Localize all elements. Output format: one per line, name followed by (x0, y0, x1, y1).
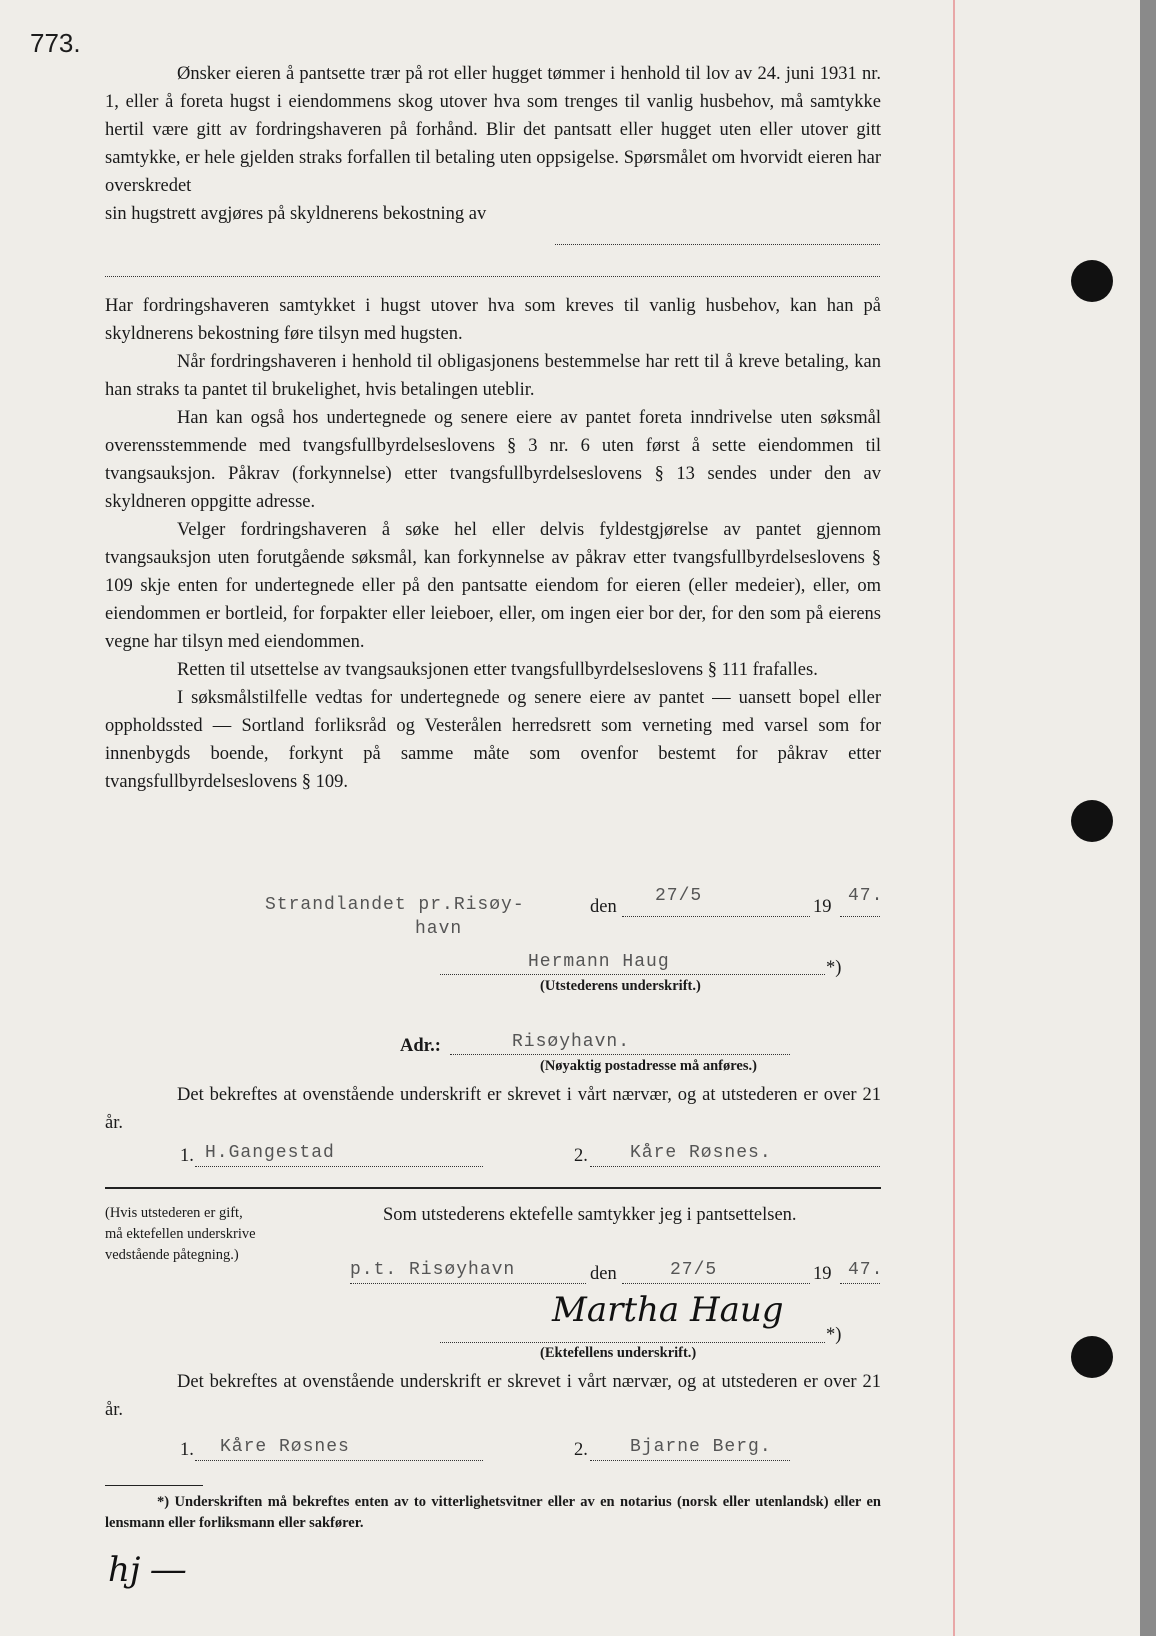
witness-2-typed: Kåre Røsnes. (630, 1143, 772, 1163)
fill-line (350, 1283, 586, 1284)
witness-4-num: 2. (574, 1440, 588, 1460)
den-label: den (590, 897, 617, 917)
footnote-rule (105, 1485, 203, 1486)
punch-hole (1071, 260, 1113, 302)
margin-rule (953, 0, 955, 1636)
spouse-caption: (Ektefellens underskrift.) (540, 1345, 697, 1361)
year-typed: 47. (848, 886, 884, 906)
attestation-2 (105, 1368, 881, 1424)
spouse-note: (Hvis utstederen er gift, må ektefellen underskrive vedstående påtegning.) (105, 1205, 256, 1263)
footnote: *) Underskriften må bekreftes enten av to vitterlighetsvitner eller av en notarius (norsk eller utenlandsk) eller en lensmann eller forliksmann eller sakfører. (105, 1494, 881, 1531)
fill-line (195, 1460, 483, 1461)
section-divider (105, 1187, 881, 1189)
clause-venue: I søksmålstilfelle vedtas for undertegnede og senere eiere av pantet — uansett bopel eller oppholdssted — Sortland forliksråd og Vesterålen herredsrett som verneting med varsel som for innenbygds boende, forkynt på samme måte som ovenfor bestemt for påkrav etter tvangsfullbyrdelseslovens § 109. (105, 688, 881, 792)
witness-1-num: 1. (180, 1146, 194, 1166)
fill-line (622, 1283, 810, 1284)
footnote-marker: *) (826, 958, 842, 978)
spouse-consent: Som utstederens ektefelle samtykker jeg i pantsettelsen. (383, 1205, 797, 1225)
clause-supervision: Har fordringshaveren samtykket i hugst utover hva som kreves til vanlig husbehov, kan han på skyldnerens bekostning føre tilsyn med hugsten. (105, 296, 881, 344)
clause-enforcement: Han kan også hos undertegnede og senere eiere av pantet foreta inndrivelse uten søksmål overensstemmende med tvangsfullbyrdelseslovens § 3 nr. 6 uten først å sette eiendommen til tvangsauksjon. Påkrav (forkynnelse) etter tvangsfullbyrdelseslovens § 13 sendes under den av skyldneren oppgitte adresse. (105, 408, 881, 512)
issuer-typed: Hermann Haug (528, 952, 670, 972)
address-caption: (Nøyaktig postadresse må anføres.) (540, 1058, 757, 1074)
clause-block-1 (105, 60, 881, 228)
century-label-2: 19 (813, 1264, 832, 1284)
fill-line (555, 244, 880, 245)
fill-line (195, 1166, 483, 1167)
fill-line (450, 1054, 790, 1055)
clause-auction: Velger fordringshaveren å søke hel eller delvis fyldestgjørelse av pantet gjennom tvangsauksjon uten forutgående søksmål, kan forkynnelse av påkrav etter tvangsfullbyrdelseslovens § 109 skje enten for undertegnede eller på den pantsatte eiendom for eieren (eller medeier), eller, om eiendommen er bortleid, for forpakter eller leieboer, eller, om ingen eier bor der, for den som på eierens vegne har tilsyn med eiendommen. (105, 520, 881, 652)
fill-line (840, 1283, 880, 1284)
witness-4-typed: Bjarne Berg. (630, 1437, 772, 1457)
fill-line (440, 974, 825, 975)
witness-2-num: 2. (574, 1146, 588, 1166)
century-label: 19 (813, 897, 832, 917)
witness-3-typed: Kåre Røsnes (220, 1437, 350, 1457)
fill-line (105, 276, 880, 277)
den-label-2: den (590, 1264, 617, 1284)
page-number: 773. (30, 28, 81, 58)
address-typed: Risøyhavn. (512, 1032, 631, 1052)
spouse-place-typed: p.t. Risøyhavn (350, 1260, 516, 1280)
punch-hole (1071, 800, 1113, 842)
fill-line (440, 1342, 825, 1343)
fill-line (622, 916, 810, 917)
clause-postponement: Retten til utsettelse av tvangsauksjonen etter tvangsfullbyrdelseslovens § 111 frafalles. (177, 660, 818, 680)
fill-line (840, 916, 880, 917)
issuer-caption: (Utstederens underskrift.) (540, 978, 701, 994)
spouse-date-typed: 27/5 (670, 1260, 718, 1280)
spouse-year-typed: 47. (848, 1260, 884, 1280)
witness-3-num: 1. (180, 1440, 194, 1460)
attestation-text: Det bekreftes at ovenstående underskrift er skrevet i vårt nærvær, og at utstederen er over 21 år. (105, 1085, 881, 1133)
date-typed: 27/5 (655, 886, 703, 906)
punch-hole (1071, 1336, 1113, 1378)
initials-signature: hj ― (108, 1550, 186, 1590)
clause-logging: Ønsker eieren å pantsette trær på rot eller hugget tømmer i henhold til lov av 24. juni 1931 nr. 1, eller å foreta hugst i eiendommens skog utover hva som trenges til vanlig husbehov, må samtykke hertil være gitt av fordringshaveren på forhånd. Blir det pantsatt eller hugget uten eller utover gitt samtykke, er hele gjelden straks forfallen til betaling uten oppsigelse. Spørsmålet om hvorvidt eieren har overskredet (105, 64, 881, 196)
address-label: Adr.: (400, 1036, 441, 1056)
place-typed-cont: havn (415, 919, 463, 939)
witness-1-typed: H.Gangestad (205, 1143, 335, 1163)
clause-logging-end: sin hugstrett avgjøres på skyldnerens bekostning av (105, 204, 487, 224)
place-typed: Strandlandet pr.Risøy- (265, 895, 525, 915)
spouse-signature: Martha Haug (552, 1290, 784, 1330)
clause-use: Når fordringshaveren i henhold til obligasjonens bestemmelse har rett til å kreve betaling, kan han straks ta pantet til brukelighet, hvis betalingen uteblir. (105, 352, 881, 400)
footnote-marker-2: *) (826, 1325, 842, 1345)
attestation-1 (105, 1081, 881, 1137)
fill-line (590, 1460, 790, 1461)
fill-line (590, 1166, 880, 1167)
attestation-text-2: Det bekreftes at ovenstående underskrift er skrevet i vårt nærvær, og at utstederen er over 21 år. (105, 1372, 881, 1420)
clause-block-2 (105, 292, 881, 796)
